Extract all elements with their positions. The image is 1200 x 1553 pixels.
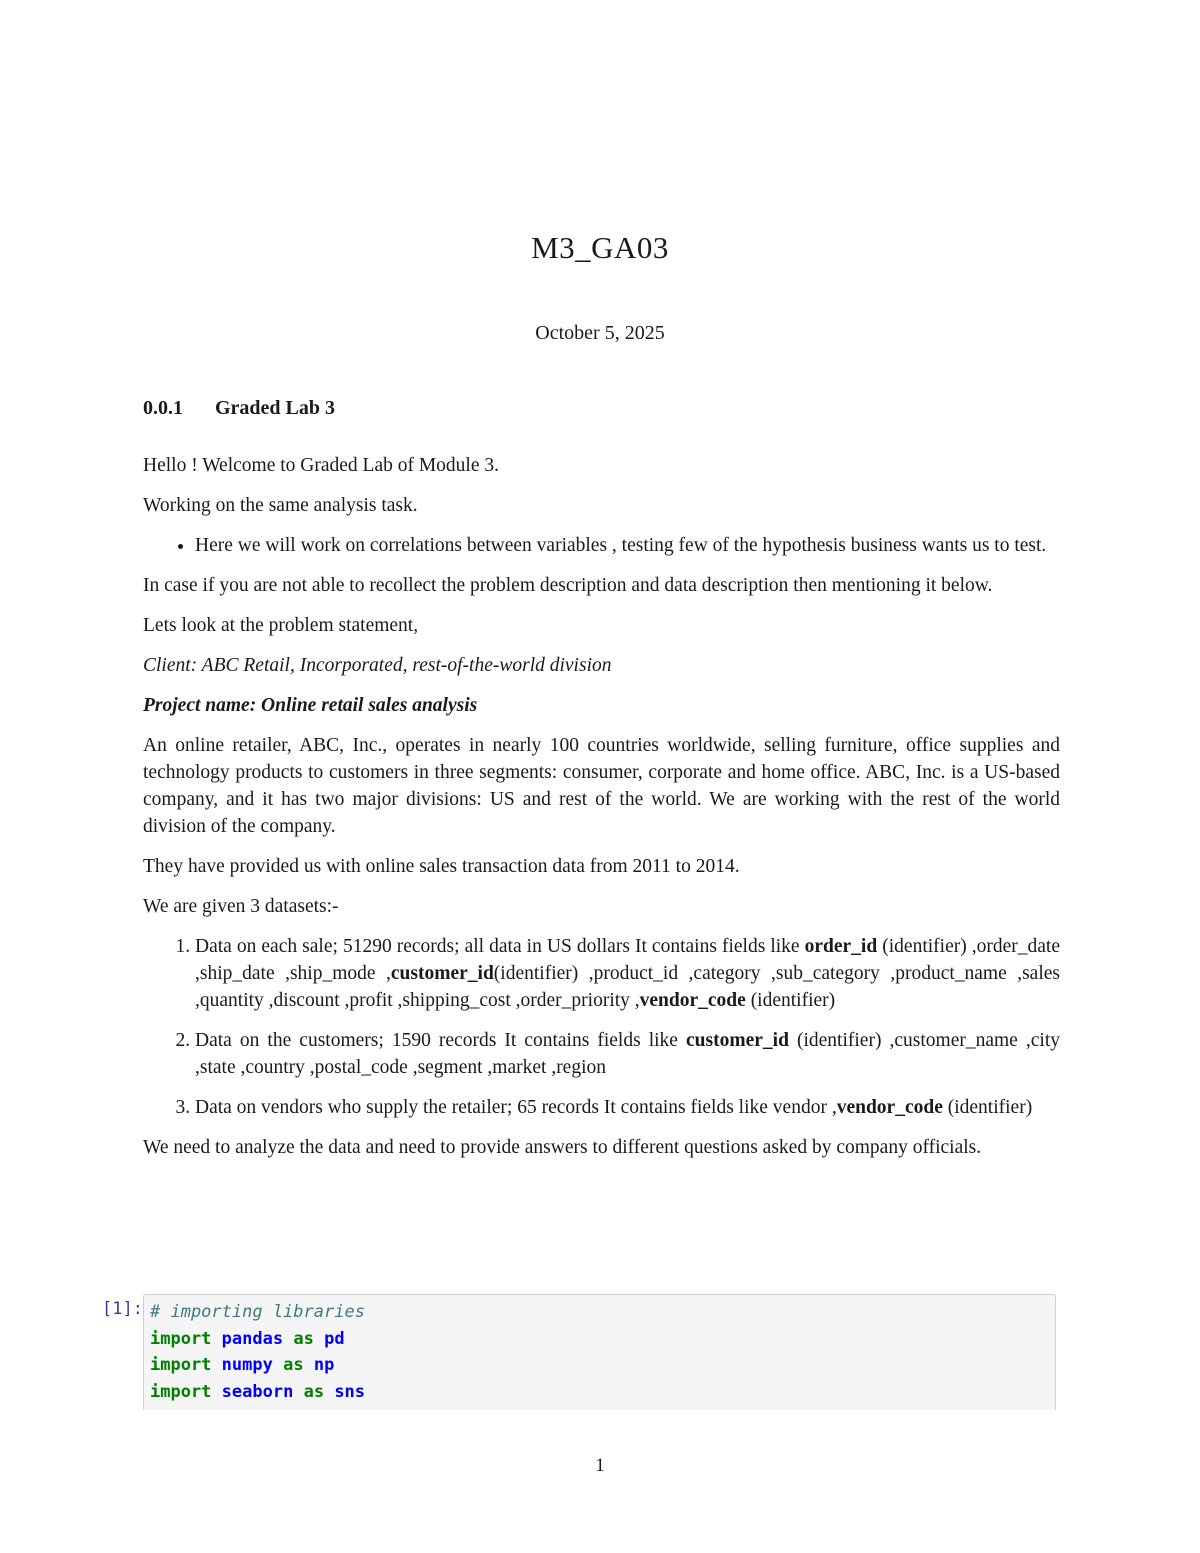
datasets-intro: We are given 3 datasets:- — [143, 896, 339, 917]
code-comment: # importing libraries — [150, 1302, 365, 1322]
project-line: Project name: Online retail sales analysis — [143, 695, 478, 716]
module-name: pandas — [221, 1328, 284, 1349]
keyword: import — [150, 1355, 212, 1375]
recollect-paragraph: In case if you are not able to recollect the problem description and data description then mentioning it below. — [143, 575, 993, 596]
keyword: as — [293, 1328, 314, 1349]
module-alias: sns — [334, 1381, 366, 1402]
dataset-text: Data on vendors who supply the retailer; 65 records It contains fields like vendor , — [195, 1097, 837, 1118]
greeting-paragraph: Hello ! Welcome to Graded Lab of Module 3. — [143, 455, 500, 476]
keyword: import — [150, 1381, 212, 1402]
dataset-text: (identifier) ,product_id ,category ,sub_category ,product_name ,sales ,quantity ,discount ,profit ,shipping_cost ,order_priority , — [195, 963, 1060, 1011]
provided-paragraph: They have provided us with online sales transaction data from 2011 to 2014. — [143, 856, 740, 877]
module-alias: np — [313, 1355, 335, 1375]
conclusion-paragraph: We need to analyze the data and need to provide answers to different questions asked by company officials. — [143, 1137, 982, 1158]
section-title: Graded Lab 3 — [215, 397, 336, 419]
field-name: vendor_code — [639, 990, 746, 1011]
dataset-text: Data on the customers; 1590 records It contains fields like — [195, 1030, 687, 1051]
client-line: Client: ABC Retail, Incorporated, rest-of-the-world division — [143, 655, 612, 676]
dataset-item — [195, 1094, 1060, 1121]
cell-prompt: [1]: — [102, 1299, 143, 1319]
code-line — [150, 1379, 1055, 1406]
dataset-text: Data on each sale; 51290 records; all data in US dollars It contains fields like — [195, 936, 805, 957]
bullet-item: • Here we will work on correlations between variables , testing few of the hypothesis business wants us to test. — [195, 532, 1060, 559]
lets-look-paragraph: Lets look at the problem statement, — [143, 615, 419, 636]
field-name: customer_id — [390, 963, 494, 984]
dataset-item — [195, 1027, 1060, 1081]
module-name: numpy — [221, 1355, 273, 1375]
code-input[interactable] — [143, 1294, 1056, 1410]
dataset-item — [195, 933, 1060, 1014]
dataset-text: (identifier) ,customer_name ,city ,state ,country ,postal_code ,segment ,market ,region — [195, 1030, 1060, 1078]
keyword: as — [303, 1381, 325, 1402]
section-number: 0.0.1 — [143, 397, 183, 419]
datasets-list — [143, 933, 1060, 1121]
dataset-text: (identifier) — [942, 1097, 1033, 1118]
bullet-list — [143, 532, 1060, 559]
description-paragraph: An online retailer, ABC, Inc., operates in nearly 100 countries worldwide, selling furniture, office supplies and technology products to customers in three segments: consumer, corporate and home office. ABC, Inc. is a US-based company, and it has two major divisions: US and rest of the world. We are working with the rest of the world division of the company. — [143, 735, 1060, 837]
dataset-text: (identifier) — [745, 990, 836, 1011]
dataset-text: (identifier) ,order_date ,ship_date ,ship_mode , — [195, 936, 1060, 984]
page-title: M3_GA03 — [531, 230, 669, 265]
document-body — [143, 395, 1060, 1174]
section-heading — [143, 395, 1060, 422]
keyword: import — [150, 1328, 212, 1349]
module-name: seaborn — [221, 1381, 294, 1402]
page-number: 1 — [595, 1455, 605, 1476]
field-name: customer_id — [686, 1030, 789, 1051]
field-name: vendor_code — [836, 1097, 943, 1118]
module-alias: pd — [324, 1328, 345, 1349]
page-date: October 5, 2025 — [535, 322, 665, 344]
task-paragraph: Working on the same analysis task. — [143, 495, 418, 516]
code-line — [150, 1326, 1055, 1353]
code-line — [150, 1352, 1055, 1379]
field-name: order_id — [804, 936, 878, 957]
keyword: as — [283, 1355, 304, 1375]
